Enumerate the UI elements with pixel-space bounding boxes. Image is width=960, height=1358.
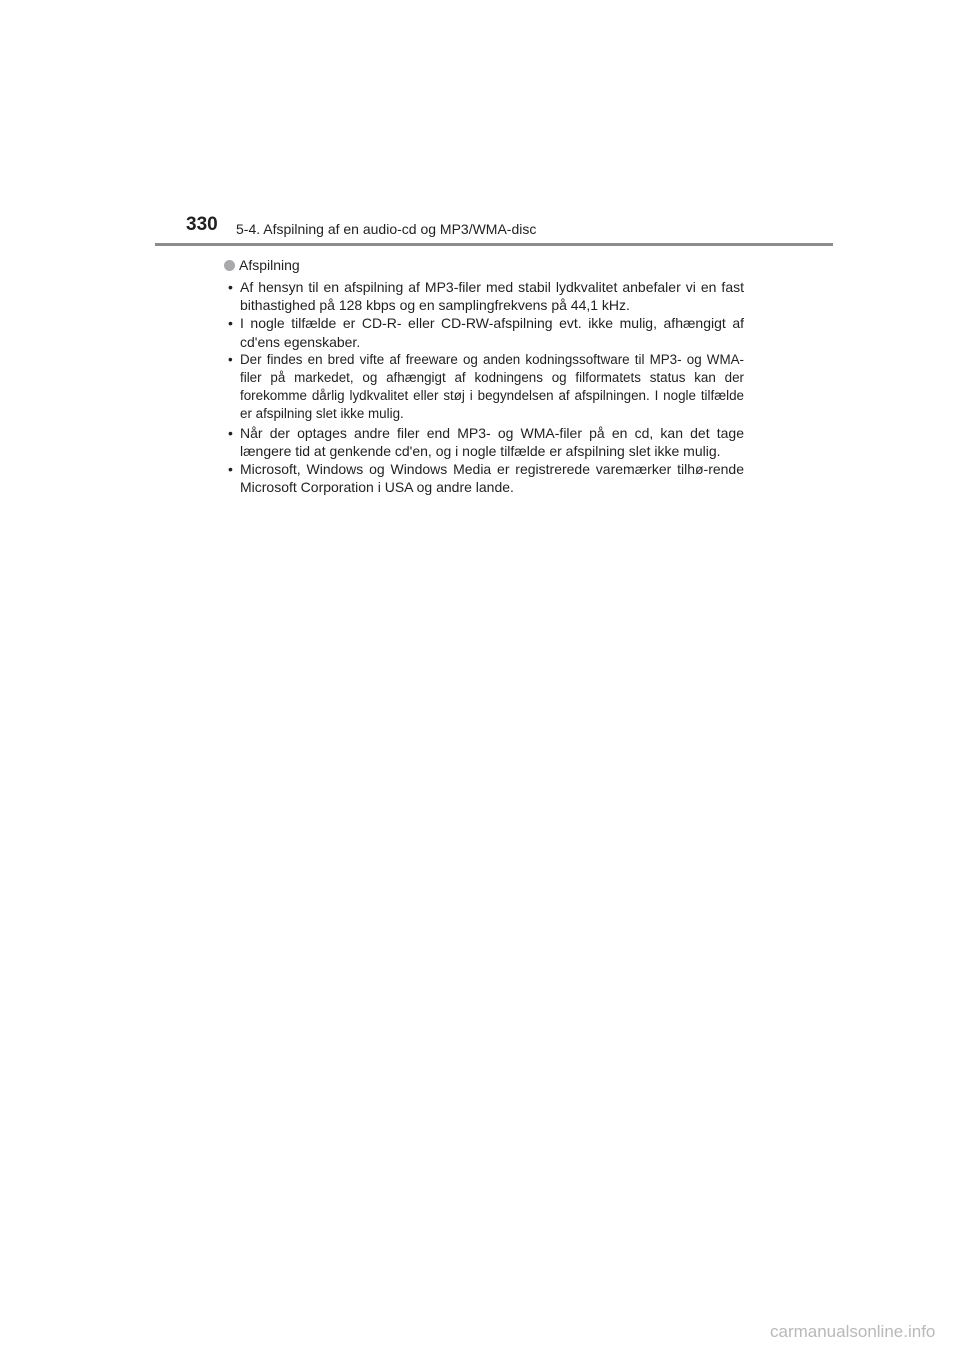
list-item-text: Af hensyn til en afspilning af MP3-filer med stabil lydkvalitet anbefaler vi en fast bithastighed på 128 kbps og en samplingfrekvens på 44,1 kHz. bbox=[240, 279, 744, 314]
list-item-text: Når der optages andre filer end MP3- og WMA-filer på en cd, kan det tage længere tid at genkende cd'en, og i nogle tilfælde er afspilning slet ikke mulig. bbox=[240, 424, 744, 459]
header-divider bbox=[155, 243, 833, 246]
bullet-circle-icon bbox=[224, 260, 235, 271]
bullet-mark: • bbox=[228, 279, 233, 295]
list-item-text: Der findes en bred vifte af freeware og anden kodningssoftware til MP3- og WMA-filer på markedet, og afhængigt af kodningens og filformatets status kan der forekomme dårlig lydkvalitet eller støj i begyndelsen af afspilningen. I nogle tilfælde er afspilning slet ikke mulig. bbox=[240, 351, 744, 422]
watermark: carmanualsonline.info bbox=[770, 1322, 936, 1341]
bullet-mark: • bbox=[228, 351, 233, 367]
bullet-list bbox=[228, 278, 744, 496]
page-number: 330 bbox=[186, 214, 218, 235]
list-item-text: Microsoft, Windows og Windows Media er registrerede varemærker tilhø-rende Microsoft Corporation i USA og andre lande. bbox=[240, 461, 744, 496]
list-item-text: I nogle tilfælde er CD-R- eller CD-RW-afspilning evt. ikke mulig, afhængigt af cd'ens egenskaber. bbox=[240, 315, 744, 350]
list-item bbox=[228, 424, 744, 460]
list-item bbox=[228, 460, 744, 496]
section-title: 5-4. Afspilning af en audio-cd og MP3/WMA-disc bbox=[236, 221, 537, 237]
section-heading bbox=[224, 256, 300, 274]
list-item bbox=[228, 351, 744, 424]
section-heading-label: Afspilning bbox=[239, 257, 300, 273]
bullet-mark: • bbox=[228, 315, 233, 332]
bullet-mark: • bbox=[228, 461, 233, 478]
list-item bbox=[228, 314, 744, 350]
bullet-mark: • bbox=[228, 424, 233, 441]
list-item bbox=[228, 278, 744, 314]
